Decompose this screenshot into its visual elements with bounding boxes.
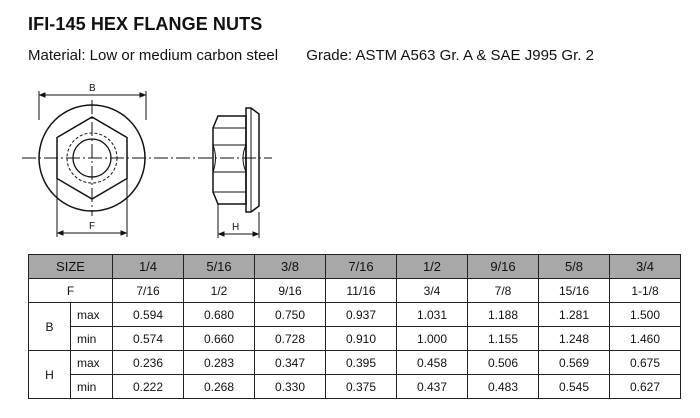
dimensions-table: [28, 254, 681, 399]
h-min-cell: 0.268: [184, 375, 255, 399]
size-cell: 5/16: [184, 255, 255, 279]
f-cell: 1-1/8: [610, 279, 681, 303]
min-label: min: [71, 375, 113, 399]
h-min-cell: 0.483: [468, 375, 539, 399]
h-max-cell: 0.395: [326, 351, 397, 375]
size-cell: 9/16: [468, 255, 539, 279]
b-max-cell: 1.281: [539, 303, 610, 327]
f-cell: 7/16: [113, 279, 184, 303]
b-min-row: [29, 327, 681, 351]
size-header: SIZE: [29, 255, 113, 279]
size-row: [29, 255, 681, 279]
b-min-cell: 0.574: [113, 327, 184, 351]
h-min-row: [29, 375, 681, 399]
h-min-cell: 0.330: [255, 375, 326, 399]
label-f: F: [89, 221, 96, 232]
b-min-cell: 1.155: [468, 327, 539, 351]
h-min-cell: 0.222: [113, 375, 184, 399]
size-cell: 3/4: [610, 255, 681, 279]
b-max-cell: 1.031: [397, 303, 468, 327]
h-max-cell: 0.236: [113, 351, 184, 375]
f-row: [29, 279, 681, 303]
b-min-cell: 0.728: [255, 327, 326, 351]
h-max-cell: 0.458: [397, 351, 468, 375]
size-cell: 7/16: [326, 255, 397, 279]
b-max-cell: 1.500: [610, 303, 681, 327]
max-label: max: [71, 303, 113, 327]
b-label: B: [29, 303, 71, 351]
h-min-cell: 0.627: [610, 375, 681, 399]
b-max-cell: 0.750: [255, 303, 326, 327]
h-min-cell: 0.437: [397, 375, 468, 399]
f-cell: 11/16: [326, 279, 397, 303]
h-max-cell: 0.347: [255, 351, 326, 375]
page-title: IFI-145 HEX FLANGE NUTS: [28, 14, 263, 34]
b-max-cell: 0.594: [113, 303, 184, 327]
min-label: min: [71, 327, 113, 351]
b-min-cell: 1.248: [539, 327, 610, 351]
label-b: B: [89, 83, 96, 94]
h-max-cell: 0.506: [468, 351, 539, 375]
f-label: F: [29, 279, 113, 303]
h-min-cell: 0.545: [539, 375, 610, 399]
label-h: H: [232, 222, 240, 233]
max-label: max: [71, 351, 113, 375]
f-cell: 7/8: [468, 279, 539, 303]
f-cell: 3/4: [397, 279, 468, 303]
b-min-cell: 0.910: [326, 327, 397, 351]
b-max-cell: 0.680: [184, 303, 255, 327]
b-max-row: [29, 303, 681, 327]
h-min-cell: 0.375: [326, 375, 397, 399]
size-cell: 5/8: [539, 255, 610, 279]
b-max-cell: 1.188: [468, 303, 539, 327]
h-max-cell: 0.283: [184, 351, 255, 375]
size-cell: 3/8: [255, 255, 326, 279]
f-cell: 15/16: [539, 279, 610, 303]
material-text: Material: Low or medium carbon steel: [28, 47, 279, 64]
h-max-cell: 0.675: [610, 351, 681, 375]
h-max-row: [29, 351, 681, 375]
b-min-cell: 1.460: [610, 327, 681, 351]
b-min-cell: 1.000: [397, 327, 468, 351]
h-max-cell: 0.569: [539, 351, 610, 375]
f-cell: 9/16: [255, 279, 326, 303]
b-min-cell: 0.660: [184, 327, 255, 351]
size-cell: 1/4: [113, 255, 184, 279]
grade-text: Grade: ASTM A563 Gr. A & SAE J995 Gr. 2: [306, 47, 594, 64]
f-cell: 1/2: [184, 279, 255, 303]
b-max-cell: 0.937: [326, 303, 397, 327]
size-cell: 1/2: [397, 255, 468, 279]
h-label: H: [29, 351, 71, 399]
